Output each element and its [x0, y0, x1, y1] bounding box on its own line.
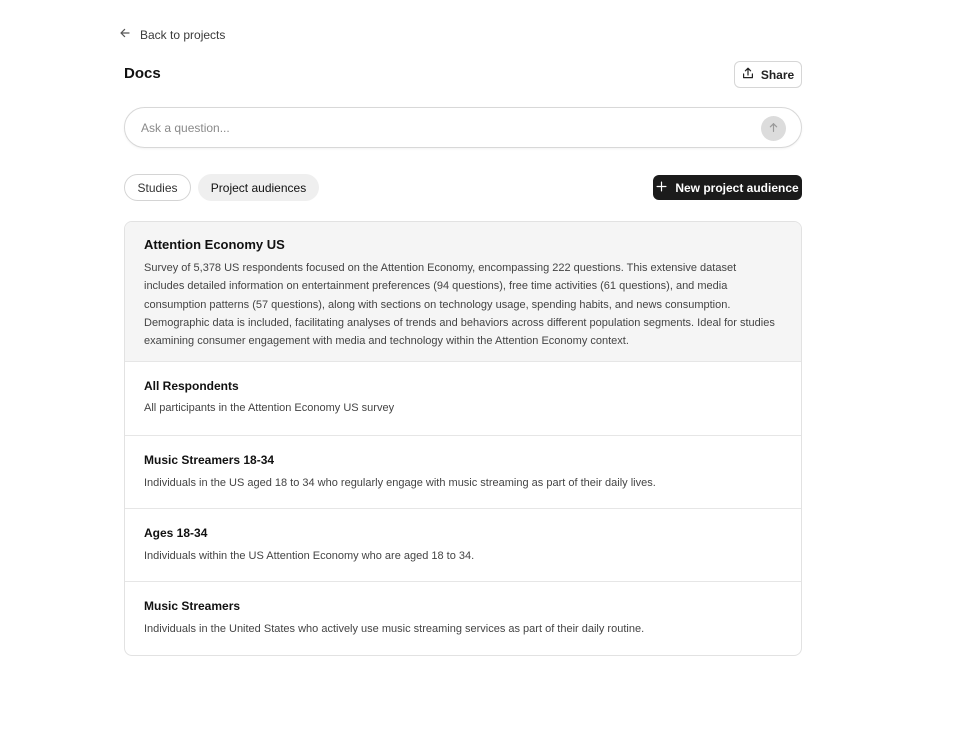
- ask-box: [124, 107, 802, 148]
- tab-studies[interactable]: Studies: [124, 174, 191, 201]
- new-project-audience-button[interactable]: [653, 175, 802, 200]
- audience-name: Music Streamers: [144, 599, 241, 613]
- audience-item-music-streamers-18-34[interactable]: [125, 436, 801, 509]
- tab-project-audiences[interactable]: Project audiences: [198, 174, 319, 201]
- back-link-label: Back to projects: [140, 27, 226, 42]
- audience-description: Individuals in the US aged 18 to 34 who regularly engage with music streaming as part of their daily lives.: [144, 477, 656, 489]
- audience-description: Individuals within the US Attention Economy who are aged 18 to 34.: [144, 550, 475, 562]
- arrow-left-icon: [119, 27, 131, 42]
- share-icon: [742, 67, 754, 82]
- dataset-summary: [125, 222, 801, 362]
- audience-name: Ages 18-34: [144, 526, 208, 540]
- dataset-description: Survey of 5,378 US respondents focused on the Attention Economy, encompassing 222 questions. This extensive dataset includes detailed information on entertainment preferences (94 questions), free time activities (61 questions), and media consumption patterns (57 questions), along with sections on technology usage, spending habits, and news consumption. Demographic data is included, facilitating analyses of trends and behaviors across different population segments. Ideal for studies examining consumer engagement with media and technology within the Attention Economy context.: [144, 262, 775, 348]
- audience-item-music-streamers[interactable]: [125, 582, 801, 656]
- audience-item-all-respondents[interactable]: [125, 362, 801, 436]
- ask-question-input[interactable]: [141, 108, 741, 147]
- plus-icon: [656, 181, 667, 195]
- audience-description: All participants in the Attention Economy US survey: [144, 402, 395, 414]
- audience-name: All Respondents: [144, 379, 239, 393]
- audience-name: Music Streamers 18-34: [144, 453, 275, 467]
- audience-description: Individuals in the United States who actively use music streaming services as part of their daily routine.: [144, 623, 645, 635]
- dataset-title: Attention Economy US: [144, 237, 285, 252]
- page-title: Docs: [124, 65, 161, 82]
- send-button[interactable]: [761, 116, 786, 141]
- audience-item-ages-18-34[interactable]: [125, 509, 801, 582]
- audiences-panel: [124, 221, 802, 656]
- share-button[interactable]: [734, 61, 802, 88]
- back-to-projects-link[interactable]: [119, 27, 225, 42]
- share-label: Share: [760, 67, 795, 82]
- new-project-audience-label: New project audience: [675, 180, 799, 195]
- arrow-up-icon: [768, 120, 779, 138]
